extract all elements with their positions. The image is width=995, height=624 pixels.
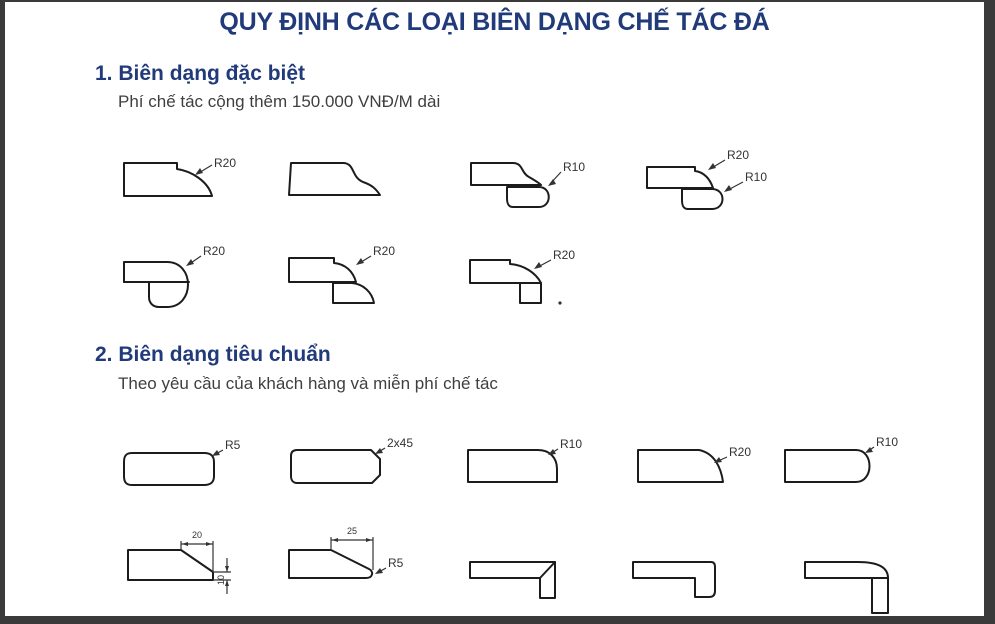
profile-label: R5 <box>388 556 404 570</box>
profile-label: R20 <box>553 248 576 262</box>
profile-label: R10 <box>560 437 583 451</box>
period-dot <box>558 301 561 304</box>
profile-label: R20 <box>203 244 226 258</box>
section-2-note: Theo yêu cầu của khách hàng và miễn phí chế tác <box>118 374 498 393</box>
dim-width-label: 20 <box>191 530 203 540</box>
profile-roundover-square-step <box>460 240 625 320</box>
profile-step-roundover <box>115 140 255 215</box>
profile-label: R10 <box>563 160 586 174</box>
profile-ogee <box>280 140 420 215</box>
profile-label: R20 <box>727 148 750 162</box>
dim-width-label: 25 <box>346 526 358 536</box>
page-title: QUY ĐỊNH CÁC LOẠI BIÊN DẠNG CHẾ TÁC ĐÁ <box>219 8 770 36</box>
profile-double-roundover-step <box>283 240 443 320</box>
dim-height-label: 10 <box>216 574 226 586</box>
profile-apron-rounded-return <box>625 545 735 615</box>
profile-bevel-dimensioned <box>115 525 280 620</box>
profile-roundover-top <box>455 430 610 500</box>
profile-waterfall-leg <box>790 540 920 624</box>
profile-full-roundover <box>620 430 780 500</box>
profile-mitered-apron <box>460 545 590 615</box>
profile-half-bullnose <box>780 425 920 500</box>
section-1-heading: 1. Biên dạng đặc biệt <box>95 62 306 85</box>
section-1-note: Phí chế tác cộng thêm 150.000 VNĐ/M dài <box>118 92 441 111</box>
profile-roundover-over-bullnose <box>640 135 830 230</box>
profile-full-bullnose-stacked <box>115 240 255 320</box>
profile-label-2: R10 <box>745 170 768 184</box>
profile-label: R10 <box>876 435 899 449</box>
profile-label: R20 <box>729 445 752 459</box>
profile-ogee-over-bullnose <box>455 140 640 225</box>
profile-label: R5 <box>225 438 241 452</box>
section-2-heading: 2. Biên dạng tiêu chuẩn <box>95 343 331 366</box>
profile-long-bevel-radius <box>285 520 460 620</box>
profile-eased-edge <box>115 430 255 500</box>
profile-label: R20 <box>373 244 396 258</box>
profile-label: 2x45 <box>387 436 414 450</box>
profile-label: R20 <box>214 156 237 170</box>
profile-double-chamfer <box>283 430 433 500</box>
